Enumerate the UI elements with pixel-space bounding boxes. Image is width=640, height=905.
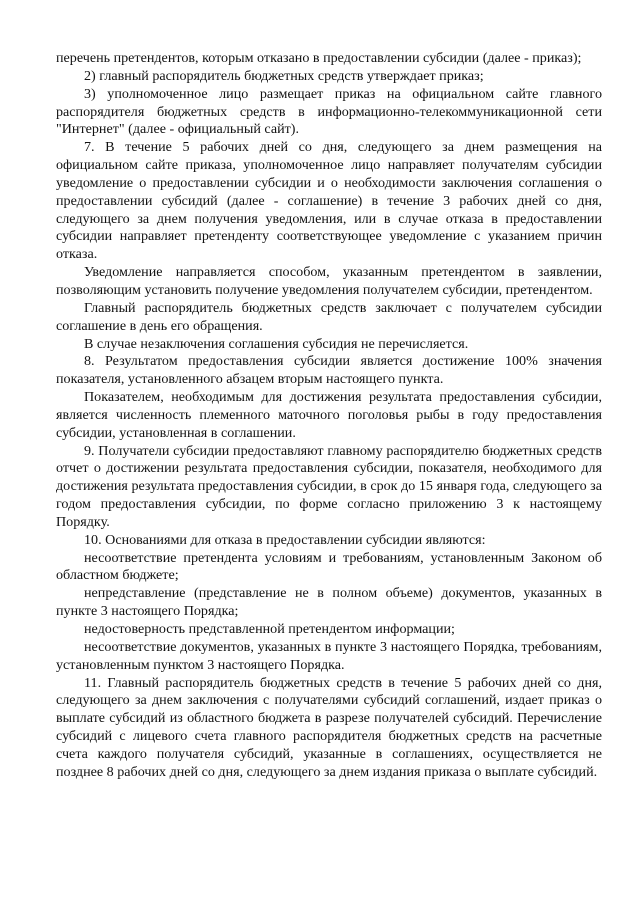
paragraph-item-2: 2) главный распорядитель бюджетных средств утверждает приказ; xyxy=(84,67,484,84)
paragraph-clause-10: 10. Основаниями для отказа в предоставлении субсидии являются: xyxy=(84,531,486,548)
paragraph-clause-9: 9. Получатели субсидии предоставляют главному распорядителю бюджетных средств отчет о достижении результата предоставления субсидии, показателя, необходимого для достижения результата предоставления субсидии, в срок до 15 января года, следующего за годом предоставления субсидии, по форме согласно приложению 3 к настоящему Порядку. xyxy=(56,442,602,530)
paragraph-notification-method: Уведомление направляется способом, указанным претендентом в заявлении, позволяющим установить получение уведомления получателем субсидии, претендентом. xyxy=(56,264,602,298)
paragraph-no-agreement: В случае незаключения соглашения субсидия не перечисляется. xyxy=(84,335,469,352)
paragraph-refusal-reason-3: недостоверность представленной претендентом информации; xyxy=(84,621,455,637)
paragraph-agreement: Главный распорядитель бюджетных средств заключает с получателем субсидии соглашение в день его обращения. xyxy=(56,299,602,334)
paragraph-refusal-reason-2: непредставление (представление не в полном объеме) документов, указанных в пункте 3 настоящего Порядка; xyxy=(56,585,602,620)
paragraph-indicator: Показателем, необходимым для достижения результата предоставления субсидии, является численность племенного маточного поголовья рыбы в году предоставления субсидии, установленная в соглашении. xyxy=(56,389,602,441)
paragraph-refusal-reason-4: несоответствие документов, указанных в пункте 3 настоящего Порядка, требованиям, установленным пунктом 3 настоящего Порядка. xyxy=(56,638,602,673)
paragraph-item-3: 3) уполномоченное лицо размещает приказ на официальном сайте главного распорядителя бюджетных средств в информационно-телекоммуникационной сети "Интернет" (далее - официальный сайт). xyxy=(56,85,602,138)
paragraph-clause-7: 7. В течение 5 рабочих дней со дня, следующего за днем размещения на официальном сайте приказа, уполномоченное лицо направляет получателям субсидии уведомление о предоставлении субсидии и о необходимости заключения соглашения о предоставлении субсидий (далее - соглашение) в течение 3 рабочих дней со дня, следующего за днем получения уведомления, или в случае отказа в предоставлении субсидии направляет претенденту соответствующее уведомление с указанием причин отказа. xyxy=(56,139,602,263)
paragraph-list-continuation: перечень претендентов, которым отказано в предоставлении субсидии (далее - приказ); xyxy=(56,50,582,66)
paragraph-refusal-reason-1: несоответствие претендента условиям и требованиям, установленным Законом об областном бюджете; xyxy=(56,549,602,584)
paragraph-clause-11: 11. Главный распорядитель бюджетных средств в течение 5 рабочих дней со дня, следующего за днем заключения с получателями субсидий соглашений, издает приказ о выплате субсидий из областного бюджета в разрезе получателей субсидий. Перечисление субсидий с лицевого счета главного распорядителя бюджетных средств на расчетные счета каждого получателя субсидий, указанные в соглашениях, осуществляется не позднее 8 рабочих дней со дня, следующего за днем издания приказа о выплате субсидий. xyxy=(56,674,602,780)
paragraph-clause-8: 8. Результатом предоставления субсидии является достижение 100% значения показателя, установленного абзацем вторым настоящего пункта. xyxy=(56,353,602,388)
